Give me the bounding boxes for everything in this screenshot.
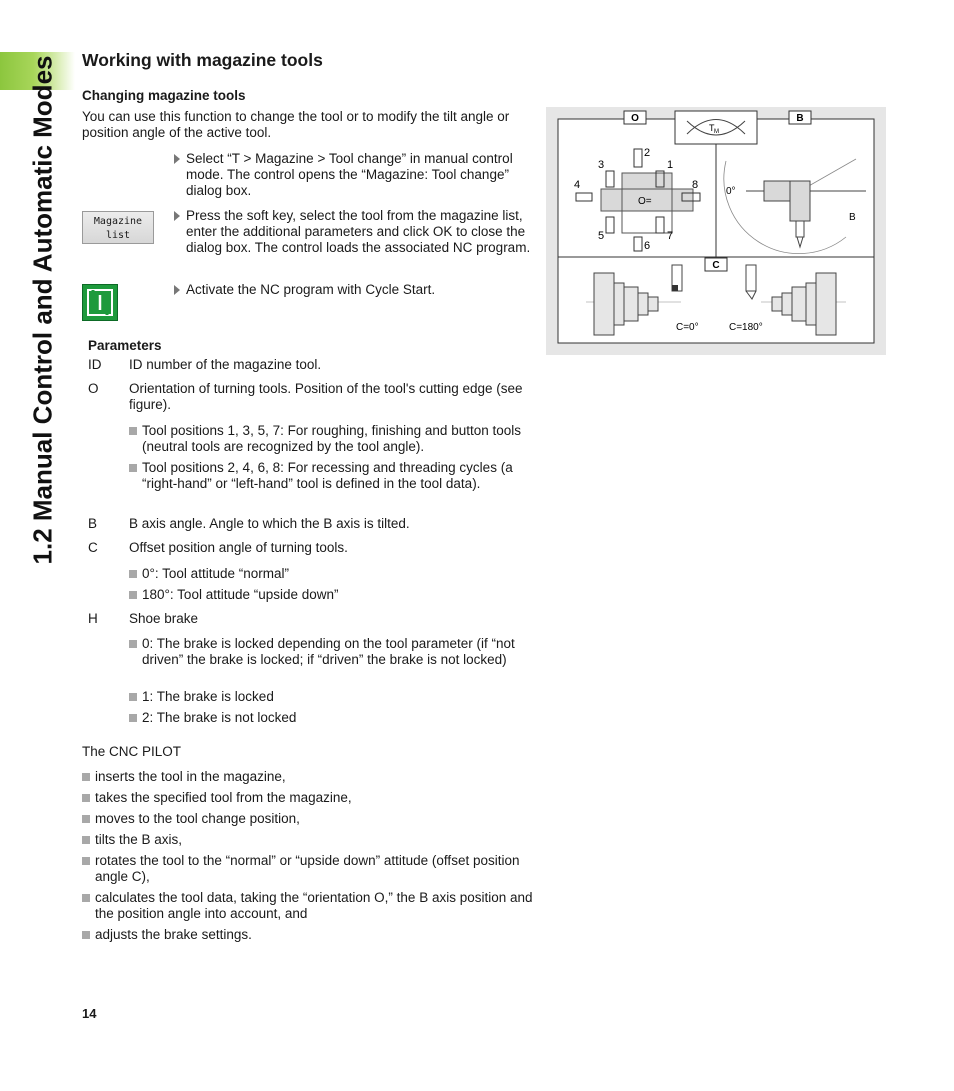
cnc-item-3: moves to the tool change position, bbox=[82, 811, 540, 827]
cnc-item-7: adjusts the brake settings. bbox=[82, 927, 540, 943]
b-axis-label: B bbox=[849, 212, 856, 223]
softkey-line-2: list bbox=[105, 230, 131, 241]
param-b-term: B bbox=[88, 516, 98, 531]
tm-sub-label: M bbox=[714, 129, 719, 135]
page-number: 14 bbox=[82, 1006, 97, 1021]
pos-6: 6 bbox=[644, 240, 651, 252]
magazine-list-softkey[interactable] bbox=[82, 211, 154, 244]
intro-paragraph: You can use this function to change the tool or to modify the tilt angle or position angle of the active tool. bbox=[82, 109, 510, 140]
cycle-start-icon[interactable] bbox=[82, 284, 118, 321]
step-1: Select “T > Magazine > Tool change” in manual control mode. The control opens the “Magazine: Tool change” dialog box. bbox=[172, 151, 541, 199]
b-zero-label: 0° bbox=[726, 186, 736, 197]
param-id-desc: ID number of the magazine tool. bbox=[129, 357, 322, 372]
pos-7: 7 bbox=[667, 230, 674, 242]
param-id-term: ID bbox=[88, 357, 102, 372]
o-equals-label: O= bbox=[638, 196, 652, 207]
param-b-desc: B axis angle. Angle to which the B axis is tilted. bbox=[129, 516, 410, 531]
param-o-bullet-1: Tool positions 1, 3, 5, 7: For roughing, finishing and button tools (neutral tools are recognized by the tool angle). bbox=[129, 423, 537, 455]
pos-5: 5 bbox=[598, 230, 605, 242]
subsection-title: Changing magazine tools bbox=[82, 88, 246, 103]
param-c-bullet-1: 0°: Tool attitude “normal” bbox=[129, 566, 537, 582]
tool-orientation-figure bbox=[546, 107, 886, 355]
param-h-bullet-3: 2: The brake is not locked bbox=[129, 710, 537, 726]
cnc-item-2: takes the specified tool from the magazine, bbox=[82, 790, 540, 806]
cnc-item-5: rotates the tool to the “normal” or “upside down” attitude (offset position angle C), bbox=[82, 853, 540, 885]
pos-3: 3 bbox=[598, 159, 605, 171]
label-b: B bbox=[796, 113, 804, 124]
step-2: Press the soft key, select the tool from the magazine list, enter the additional parameters and click OK to close the dialog box. The control loads the associated NC program. bbox=[172, 208, 541, 256]
pos-2: 2 bbox=[644, 147, 651, 159]
cnc-item-6: calculates the tool data, taking the “orientation O,” the B axis position and the position angle into account, and bbox=[82, 890, 540, 922]
param-o-desc: Orientation of turning tools. Position of the tool's cutting edge (see figure). bbox=[129, 381, 523, 412]
param-o-term: O bbox=[88, 381, 99, 396]
c180-label: C=180° bbox=[729, 322, 763, 333]
param-c-term: C bbox=[88, 540, 98, 555]
c0-label: C=0° bbox=[676, 322, 699, 333]
param-h-desc: Shoe brake bbox=[129, 611, 199, 626]
cnc-item-4: tilts the B axis, bbox=[82, 832, 540, 848]
param-o-bullet-2: Tool positions 2, 4, 6, 8: For recessing and threading cycles (a “right-hand” or “left-hand” tool is defined in the tool data). bbox=[129, 460, 537, 492]
pos-4: 4 bbox=[574, 179, 581, 191]
pos-1: 1 bbox=[667, 159, 674, 171]
param-h-bullet-1: 0: The brake is locked depending on the tool parameter (if “not driven” the brake is locked; if “driven” the brake is not locked) bbox=[129, 636, 537, 668]
label-o: O bbox=[631, 113, 639, 124]
param-c-bullet-2: 180°: Tool attitude “upside down” bbox=[129, 587, 537, 603]
section-title: Working with magazine tools bbox=[82, 50, 323, 70]
tm-label: T bbox=[709, 123, 715, 133]
param-h-term: H bbox=[88, 611, 98, 626]
cnc-item-1: inserts the tool in the magazine, bbox=[82, 769, 540, 785]
softkey-line-1: Magazine bbox=[93, 216, 143, 227]
figure-drawing bbox=[546, 107, 886, 355]
cnc-intro: The CNC PILOT bbox=[82, 744, 182, 759]
pos-8: 8 bbox=[692, 179, 699, 191]
step-3: Activate the NC program with Cycle Start. bbox=[172, 282, 541, 298]
chapter-side-title-text: 1.2 Manual Control and Automatic Modes bbox=[27, 55, 57, 564]
param-c-desc: Offset position angle of turning tools. bbox=[129, 540, 348, 555]
param-h-bullet-2: 1: The brake is locked bbox=[129, 689, 537, 705]
parameters-heading: Parameters bbox=[88, 338, 162, 353]
chapter-side-title bbox=[22, 52, 62, 567]
label-c: C bbox=[712, 260, 720, 271]
